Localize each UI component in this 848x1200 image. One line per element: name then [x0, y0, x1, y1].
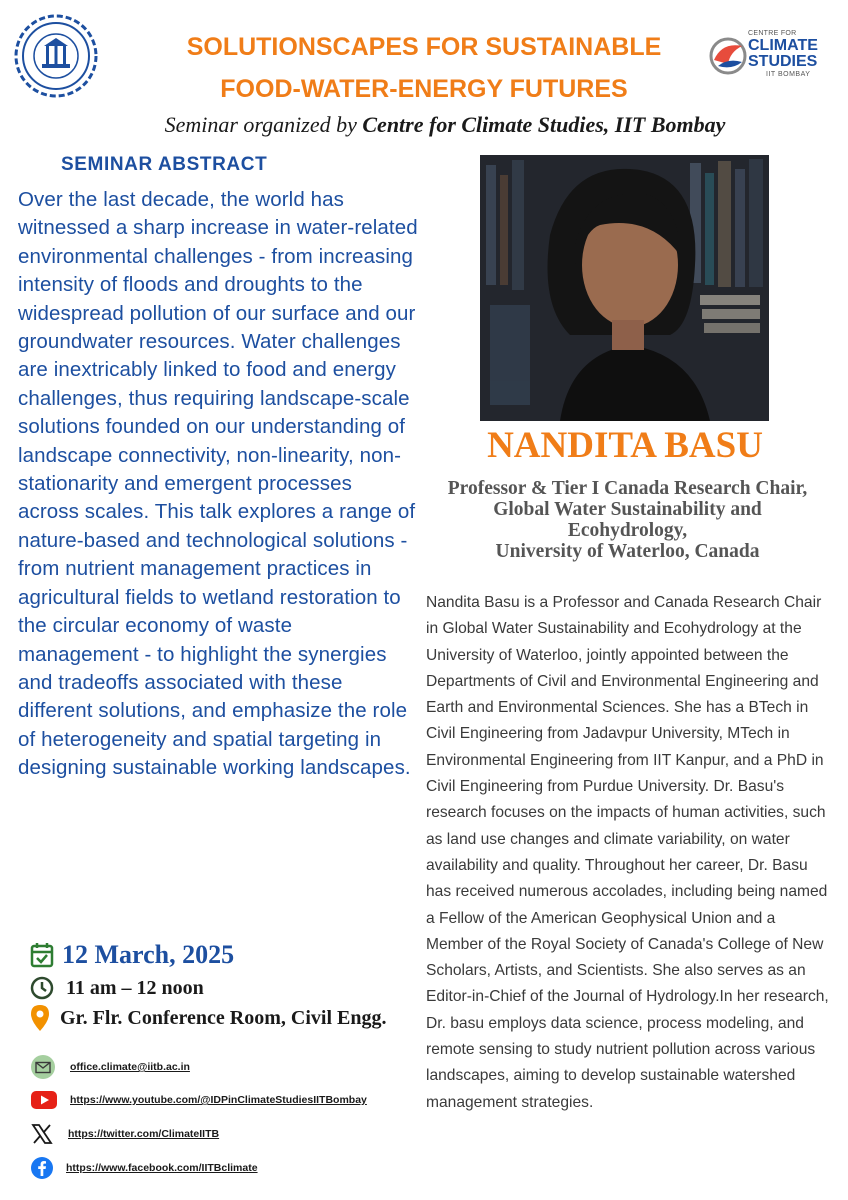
abstract-body: Over the last decade, the world has witnessed a sharp increase in water-related environmental challenges - from increasing intensity of floods and droughts to the widespread pollution of our surface and our groundwater resources. Water challenges are inextricably linked to food and energy challenges, thus requiring landscape-scale solutions founded on our understanding of landscape connectivity, non-linearity, non-stationarity and emergent processes across scales. This talk explores a range of nature-based and technological solutions - from nutrient management practices in agricultural fields to wetland restoration to the circular economy of waste management - to highlight the synergies and tradeoffs associated with these different solutions, and emphasize the role of heterogeneity and spatial targeting in designing sustainable working landscapes. — [18, 188, 418, 780]
ccs-logo-line1: CENTRE FOR — [748, 30, 797, 37]
x-twitter-icon — [30, 1122, 54, 1146]
calendar-check-icon — [30, 942, 54, 968]
email-row[interactable] — [30, 1054, 190, 1080]
title-line1: SOLUTIONSCAPES FOR SUSTAINABLE — [186, 33, 662, 61]
clock-icon — [30, 976, 54, 1000]
affil-line2: Global Water Sustainability and — [493, 499, 762, 520]
ccs-logo-line4: IIT BOMBAY — [766, 71, 811, 78]
location-pin-icon — [30, 1004, 50, 1032]
twitter-link[interactable]: https://twitter.com/ClimateIITB — [68, 1128, 220, 1140]
abstract-heading: SEMINAR ABSTRACT — [61, 154, 268, 175]
twitter-row[interactable] — [30, 1122, 219, 1146]
youtube-icon — [30, 1090, 58, 1110]
iit-bombay-logo — [12, 12, 100, 100]
youtube-link[interactable]: https://www.youtube.com/@IDPinClimateStudiesIITBombay — [70, 1094, 367, 1106]
event-date: 12 March, 2025 — [62, 940, 235, 969]
subtitle — [80, 112, 810, 138]
event-date-row — [30, 940, 234, 970]
speaker-affiliation — [405, 478, 848, 562]
affil-line1: Professor & Tier I Canada Research Chair, — [447, 478, 808, 499]
subtitle-prefix: Seminar organized by — [164, 112, 357, 137]
ccs-logo-line2: CLIMATE — [748, 37, 818, 54]
speaker-photo — [480, 155, 769, 421]
facebook-icon — [30, 1156, 54, 1180]
speaker-name: NANDITA BASU — [487, 425, 763, 466]
speaker-bio: Nandita Basu is a Professor and Canada Research Chair in Global Water Sustainability and Ecohydrology at the University of Waterloo, jointly appointed between the Departments of Civil and Environmental Engineering and Earth and Environmental Sciences. She has a BTech in Civil Engineering from Jadavpur University, MTech in Environmental Engineering from IIT Kanpur, and a PhD in Civil Engineering from Purdue University. Dr. Basu's research focuses on the impacts of human activities, such as land use changes and climate variability, on water availability and quality. Throughout her career, Dr. Basu has received numerous accolades, including being named a Fellow of the American Geophysical Union and a Member of the Royal Society of Canada's College of New Scholars, Artists, and Scientists. She also serves as an Editor-in-Chief of the Journal of Hydrology.In her research, Dr. basu employs data science, process modeling, and remote sensing to study nutrient pollution across various landscapes, aiming to develop sustainable watershed management strategies. — [426, 594, 829, 1111]
subtitle-org: Centre for Climate Studies, IIT Bombay — [362, 112, 726, 137]
affil-line3: Ecohydrology, — [567, 520, 688, 541]
event-time-row — [30, 976, 204, 1000]
affil-line4: University of Waterloo, Canada — [495, 541, 760, 562]
event-time: 11 am – 12 noon — [66, 976, 204, 999]
email-icon — [30, 1054, 56, 1080]
event-venue: Gr. Flr. Conference Room, Civil Engg. — [60, 1006, 387, 1029]
email-link[interactable]: office.climate@iitb.ac.in — [70, 1061, 190, 1073]
facebook-row[interactable] — [30, 1156, 258, 1180]
facebook-link[interactable]: https://www.facebook.com/IITBclimate — [66, 1162, 258, 1174]
youtube-row[interactable] — [30, 1090, 367, 1110]
ccs-logo-line3: STUDIES — [748, 53, 818, 70]
event-venue-row — [30, 1004, 386, 1032]
title-line2: FOOD-WATER-ENERGY FUTURES — [220, 75, 628, 103]
